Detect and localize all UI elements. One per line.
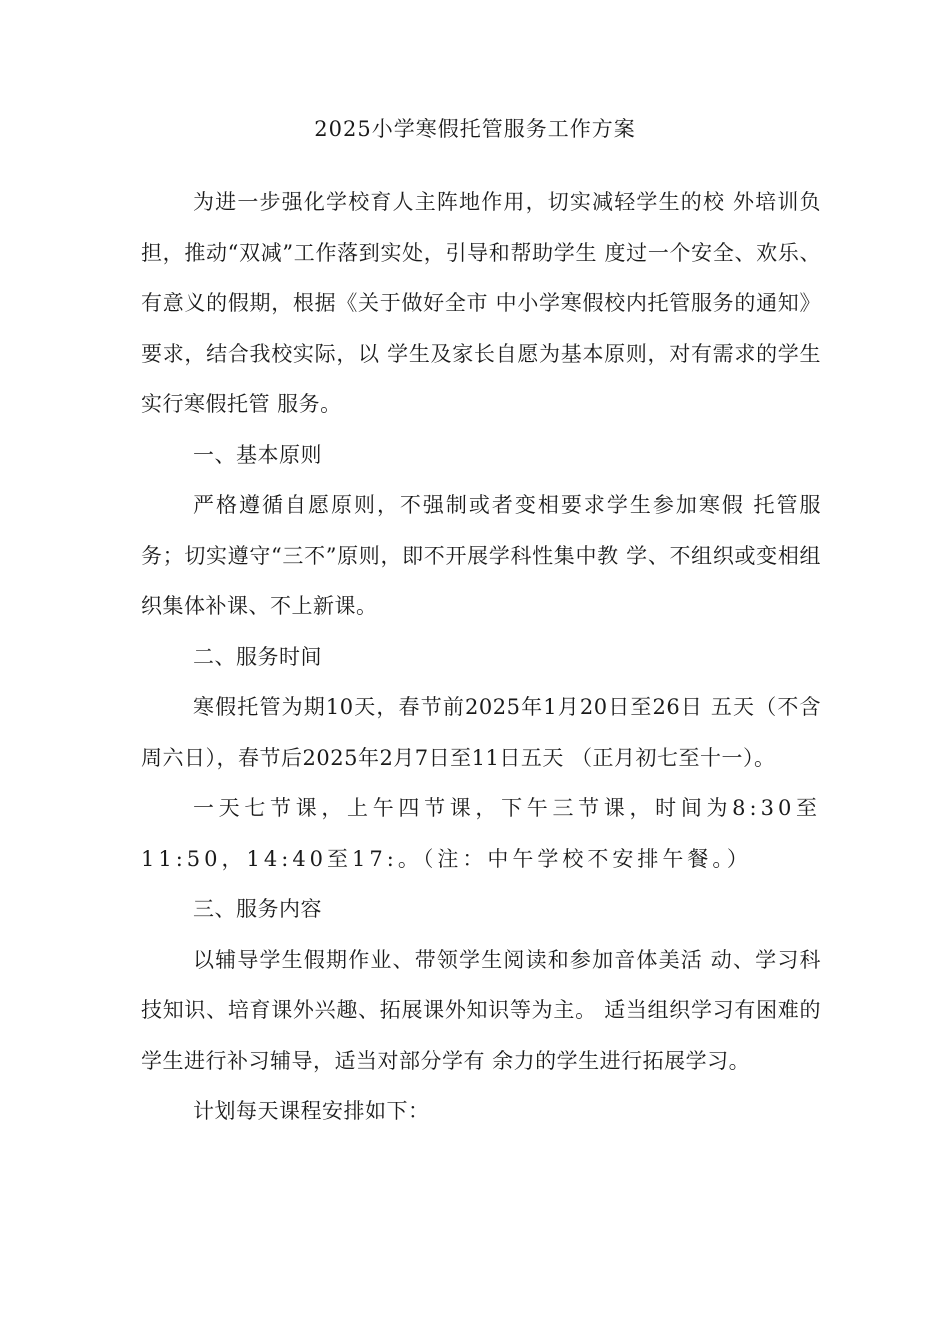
basic-principles-paragraph: 严格遵循自愿原则，不强制或者变相要求学生参加寒假 托管服务；切实遵守“三不”原则，即不开展学科性集中教 学、不组织或变相组织集体补课、不上新课。 (141, 493, 821, 618)
section-heading-basic-principles: 一、基本原则 (193, 442, 322, 467)
daily-schedule-paragraph: 一天七节课，上午四节课，下午三节课，时间为8:30至11:50，14:40至17:。（注：中午学校不安排午餐。） (141, 796, 821, 871)
service-time-paragraph: 寒假托管为期10天，春节前2025年1月20日至26日 五天（不含周六日），春节后2025年2月7日至11日五天 （正月初七至十一）。 (141, 695, 821, 770)
service-content-paragraph: 以辅导学生假期作业、带领学生阅读和参加音体美活 动、学习科技知识、培育课外兴趣、拓展课外知识等为主。 适当组织学习有困难的学生进行补习辅导，适当对部分学有 余力的学生进行拓展学习。 (141, 947, 821, 1073)
daily-plan-intro: 计划每天课程安排如下： (193, 1099, 430, 1123)
document-body (141, 177, 821, 1137)
section-heading-service-time: 二、服务时间 (193, 644, 322, 669)
document-title: 2025小学寒假托管服务工作方案 (314, 117, 636, 141)
intro-paragraph: 为进一步强化学校育人主阵地作用，切实减轻学生的校 外培训负担，推动“双减”工作落到实处，引导和帮助学生 度过一个安全、欢乐、有意义的假期，根据《关于做好全市 中小学寒假校内托管服务的通知》要求，结合我校实际，以 学生及家长自愿为基本原则，对有需求的学生实行寒假托管 服务。 (141, 190, 821, 416)
section-heading-service-content: 三、服务内容 (193, 897, 322, 921)
